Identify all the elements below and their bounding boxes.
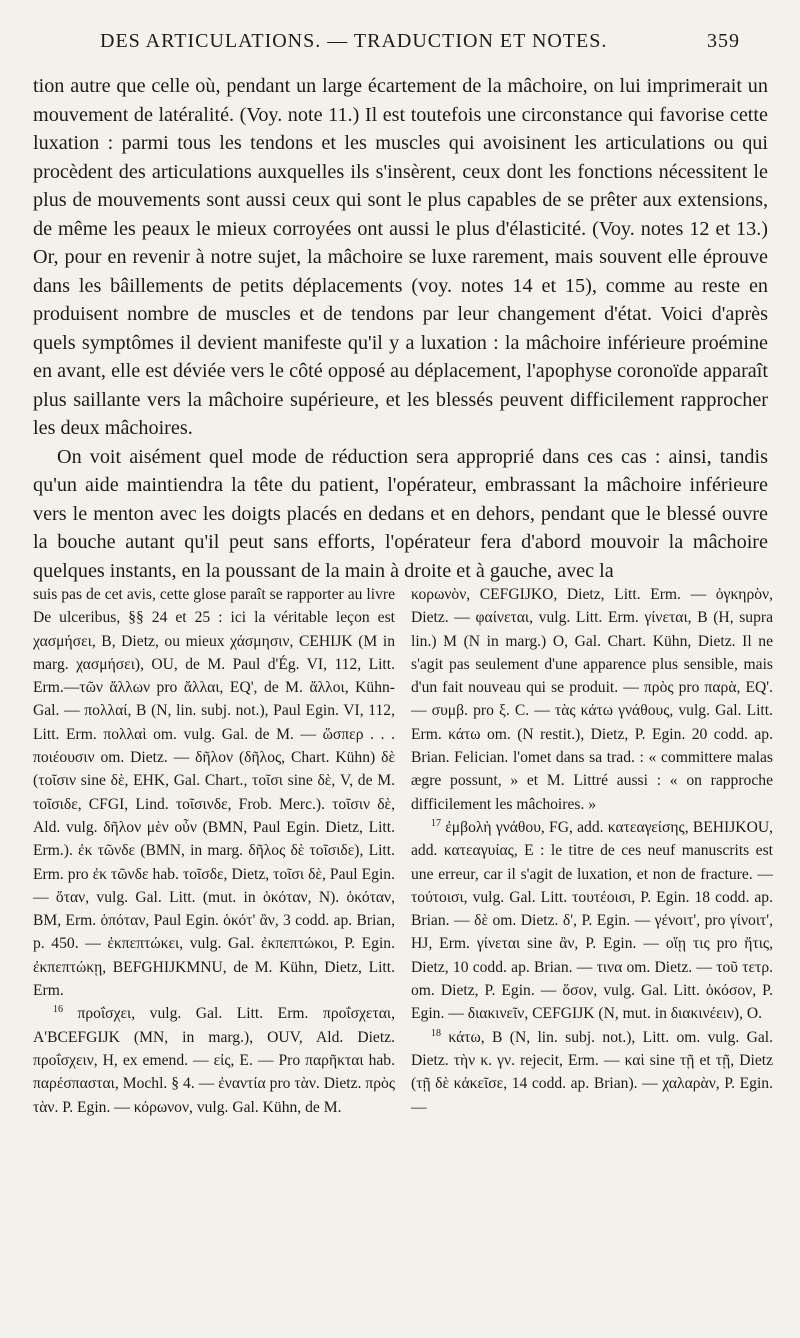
- footnote-15-continued: suis pas de cet avis, cette glose paraît se rapporter au livre De ulceribus, §§ 24 et 25 : ici la véritable leçon est χασμήσει, B, Dietz, ou mieux χάσμησιν, CEHIJK (M in marg. χασμήσει), OU, de M. Paul d'Ég. VI, 112, Litt. Erm.—τῶν ἄλλων pro ἄλλαι, EQ', de M. ἄλλοι, Kühn-Gal. — πολλαί, B (N, lin. subj. not.), Paul Egin. VI, 112, Litt. Erm. πολλαὶ om. vulg. Gal. de M. — ὥσπερ . . . ποιέουσιν om. Dietz. — δῆλον (δῆλος, Chart. Kühn) δὲ (τοῖσιν sine δὲ, EHK, Gal. Chart., τοῖσι sine δὲ, V, de M. τοῖσιδε, CFGI, Lind. τοῖσινδε, Frob. Merc.). τοῖσιν δὲ, Ald. vulg. δῆλον μὲν οὖν (BMN, Paul Egin. Dietz, Litt. Erm.). ἐκ τῶνδε (BMN, in marg. δῆλος δὲ τοῖσιδε), Litt. Erm. pro ἐκ τῶνδε hab. τοῖσδε, Dietz, τοῖσι δὲ, Paul Egin. — ὅταν, vulg. Gal. Litt. (mut. in ὁκόταν, N). ὁκόταν, BM, Erm. ὁπόταν, Paul Egin. ὁκότ' ἂν, 3 codd. ap. Brian, p. 450. — ἐκπεπτώκει, vulg. Gal. ἐκπεπτώκοι, P. Egin. ἐκπεπτώκῃ, BEFGHIJKMNU, de M. Kühn, Dietz, Litt. Erm.: [33, 586, 395, 1000]
- footnote-number: 16: [53, 1004, 63, 1016]
- footnote-number: 17: [431, 817, 441, 829]
- footnote-text: κάτω, B (N, lin. subj. not.), Litt. om. vulg. Gal. Dietz. τὴν κ. γν. rejecit, Erm. — καὶ sine τῇ et τῇ, Dietz (τῇ δὲ κἀκεῖσε, 14 codd. ap. Brian). — χαλαρὰν, P. Egin. —: [411, 1028, 774, 1116]
- footnote-16-continued: κορωνὸν, CEFGIJKO, Dietz, Litt. Erm. — ὀγκηρὸν, Dietz. — φαίνεται, vulg. Litt. Erm. γίνεται, B (H, supra lin.) M (N in marg.) O, Gal. Chart. Kühn, Dietz. Il ne s'agit pas seulement d'une apparence plus sensible, mais d'un fait nouveau qui se produit. — πρὸς pro παρὰ, EQ'. — συμβ. pro ξ. C. — τὰς κάτω γνάθους, vulg. Gal. Litt. Erm. κάτω om. (N restit.), Dietz, P. Egin. 20 codd. ap. Brian. Felician. l'omet dans sa trad. : « committere malas ægre possunt, » et M. Littré aussi : « on rapproche difficilement les mâchoires. »: [411, 586, 773, 813]
- footnotes-left-column: [33, 583, 395, 1119]
- body-paragraph-2: On voit aisément quel mode de réduction sera approprié dans ces cas : ainsi, tandis qu'un aide maintiendra la tête du patient, l'opérateur, embrassant la mâchoire inférieure vers le menton avec les doigts placés en dedans et en dehors, pendant que le blessé ouvre la bouche autant qu'il peut sans efforts, l'opérateur fera d'abord mouvoir la mâchoire quelques instants, en la poussant de la main à droite et à gauche, avec la: [33, 445, 768, 582]
- footnote-number: 18: [431, 1027, 441, 1039]
- footnote-16: [33, 1002, 395, 1118]
- footnote-17: [411, 816, 773, 1026]
- main-text: [33, 72, 768, 585]
- footnote-18: [411, 1026, 773, 1119]
- page-number: 359: [707, 30, 740, 52]
- footnote-text: προΐσχει, vulg. Gal. Litt. Erm. προΐσχεται, A'BCEFGIJK (MN, in marg.), OUV, Ald. Dietz. προΐσχειν, H, ex emend. — εἰς, E. — Pro παρῆκται hab. παρέσπασται, Mochl. § 4. — ἐναντία pro τὰν. Dietz. πρὸς τὰν. P. Egin. — κόρωνον, vulg. Gal. Kühn, de M.: [33, 1005, 395, 1116]
- running-title: DES ARTICULATIONS. — TRADUCTION ET NOTES.: [100, 30, 608, 52]
- body-paragraph-1: tion autre que celle où, pendant un large écartement de la mâchoire, on lui imprimerait un mouvement de latéralité. (Voy. note 11.) Il est toutefois une circonstance qui favorise cette luxation : parmi tous les tendons et les muscles qui avoisinent les articulations ou qui procèdent des articulations auxquelles ils s'insèrent, ceux dont les fonctions nécessitent le plus de mouvements sont aussi ceux qui sont le plus capables de se prêter aux extensions, de même les peaux le mieux corroyées ont aussi le plus d'élasticité. (Voy. notes 12 et 13.) Or, pour en revenir à notre sujet, la mâchoire se luxe rarement, mais souvent elle éprouve dans les bâillements de petits déplacements (voy. notes 14 et 15), comme au reste en produisent nombre de muscles et de tendons par leur changement d'état. Voici d'après quels symptômes il devient manifeste qu'il y a luxation : la mâchoire inférieure proémine en avant, elle est déviée vers le côté opposé au déplacement, l'apophyse coronoïde apparaît plus saillante vers la mâchoire supérieure, et les blessés peuvent difficilement rapprocher les deux mâchoires.: [33, 75, 768, 439]
- footnote-text: ἐμβολὴ γνάθου, FG, add. κατεαγείσης, BEHIJKOU, add. κατεαγυίας, E : le titre de ces neuf manuscrits est une erreur, car il s'agit de luxation, et non de fracture. — τούτοισι, vulg. Gal. Litt. τουτέοισι, P. Egin. 18 codd. ap. Brian. — δὲ om. Dietz. δ', P. Egin. — γένοιτ', pro γίνοιτ', HJ, Erm. γίνεται sine ἂν, P. Egin. — οἵῃ τις pro ἥτις, Dietz, 10 codd. ap. Brian. — τινα om. Dietz. — τοῦ τετρ. om. Dietz, P. Egin. — ὅσον, vulg. Gal. Litt. ὁκόσον, P. Egin. — διακινεῖν, CEFGIJK (N, mut. in διακινέειν), O.: [411, 818, 773, 1023]
- running-header: [100, 30, 740, 60]
- footnotes-right-column: [411, 583, 773, 1119]
